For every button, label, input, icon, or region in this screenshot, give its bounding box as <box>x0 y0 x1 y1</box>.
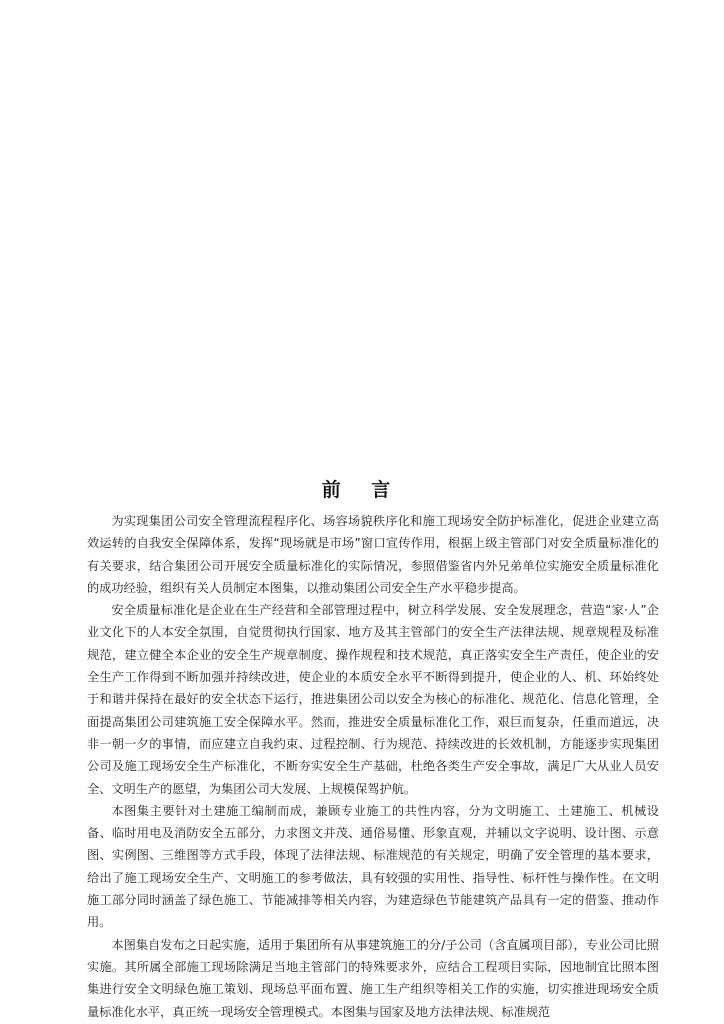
paragraph: 本图集自发布之日起实施，适用于集团所有从事建筑施工的分/子公司（含直属项目部），专业公司比照实施。其所属全部施工现场除满足当地主管部门的特殊要求外，应结合工程项目实际，因地制宜比照本图集进行安全文明绿色施工策划、现场总平面布置、施工生产组织等相关工作的实施，切实推进现场安全质量标准化水平，真正统一现场安全管理模式。本图集与国家及地方法律法规、标准规范 <box>87 937 659 1019</box>
paragraph: 安全质量标准化是企业在生产经营和全部管理过程中，树立科学发展、安全发展理念，营造“家·人”企业文化下的人本安全氛围，自觉贯彻执行国家、地方及其主管部门的安全生产法律法规、规章规程及标准规范，建立健全本企业的安全生产规章制度、操作规程和技术规范，真正落实安全生产责任，使企业的安全生产工作得到不断加强并持续改进，使企业的本质安全水平不断得到提升，使企业的人、机、环始终处于和谐并保持在最好的安全状态下运行，推进集团公司以安全为核心的标准化、规范化、信息化管理，全面提高集团公司建筑施工安全保障水平。然而，推进安全质量标准化工作，艰巨而复杂，任重而道远，决非一朝一夕的事情，而应建立自我约束、过程控制、行为规范、持续改进的长效机制，方能逐步实现集团公司及施工现场安全生产标准化，不断夯实安全生产基础，杜绝各类生产安全事故，满足广大从业人员安全、文明生产的愿望，为集团公司大发展、上规模保驾护航。 <box>87 603 659 796</box>
preface-body <box>87 510 659 1023</box>
paragraph: 为实现集团公司安全管理流程程序化、场容场貌秩序化和施工现场安全防护标准化，促进企业建立高效运转的自我安全保障体系，发挥“现场就是市场”窗口宣传作用，根据上级主管部门对安全质量标准化的有关要求，结合集团公司开展安全质量标准化的实际情况，参照借鉴省内外兄弟单位实施安全质量标准化的成功经验，组织有关人员制定本图集，以推动集团公司安全生产水平稳步提高。 <box>87 514 659 595</box>
paragraph: 本图集主要针对土建施工编制而成，兼顾专业施工的共性内容，分为文明施工、土建施工、机械设备、临时用电及消防安全五部分，力求图文并茂、通俗易懂、形象直观，并辅以文字说明、设计图、示意图、实例图、三维图等方式手段，体现了法律法规、标准规范的有关规定，明确了安全管理的基本要求，给出了施工现场安全生产、文明施工的参考做法，具有较强的实用性、指导性、标杆性与操作性。在文明施工部分同时涵盖了绿色施工、节能减排等相关内容，为建造绿色节能建筑产品具有一定的借鉴、推动作用。 <box>87 803 659 930</box>
preface-title: 前 言 <box>321 479 403 501</box>
